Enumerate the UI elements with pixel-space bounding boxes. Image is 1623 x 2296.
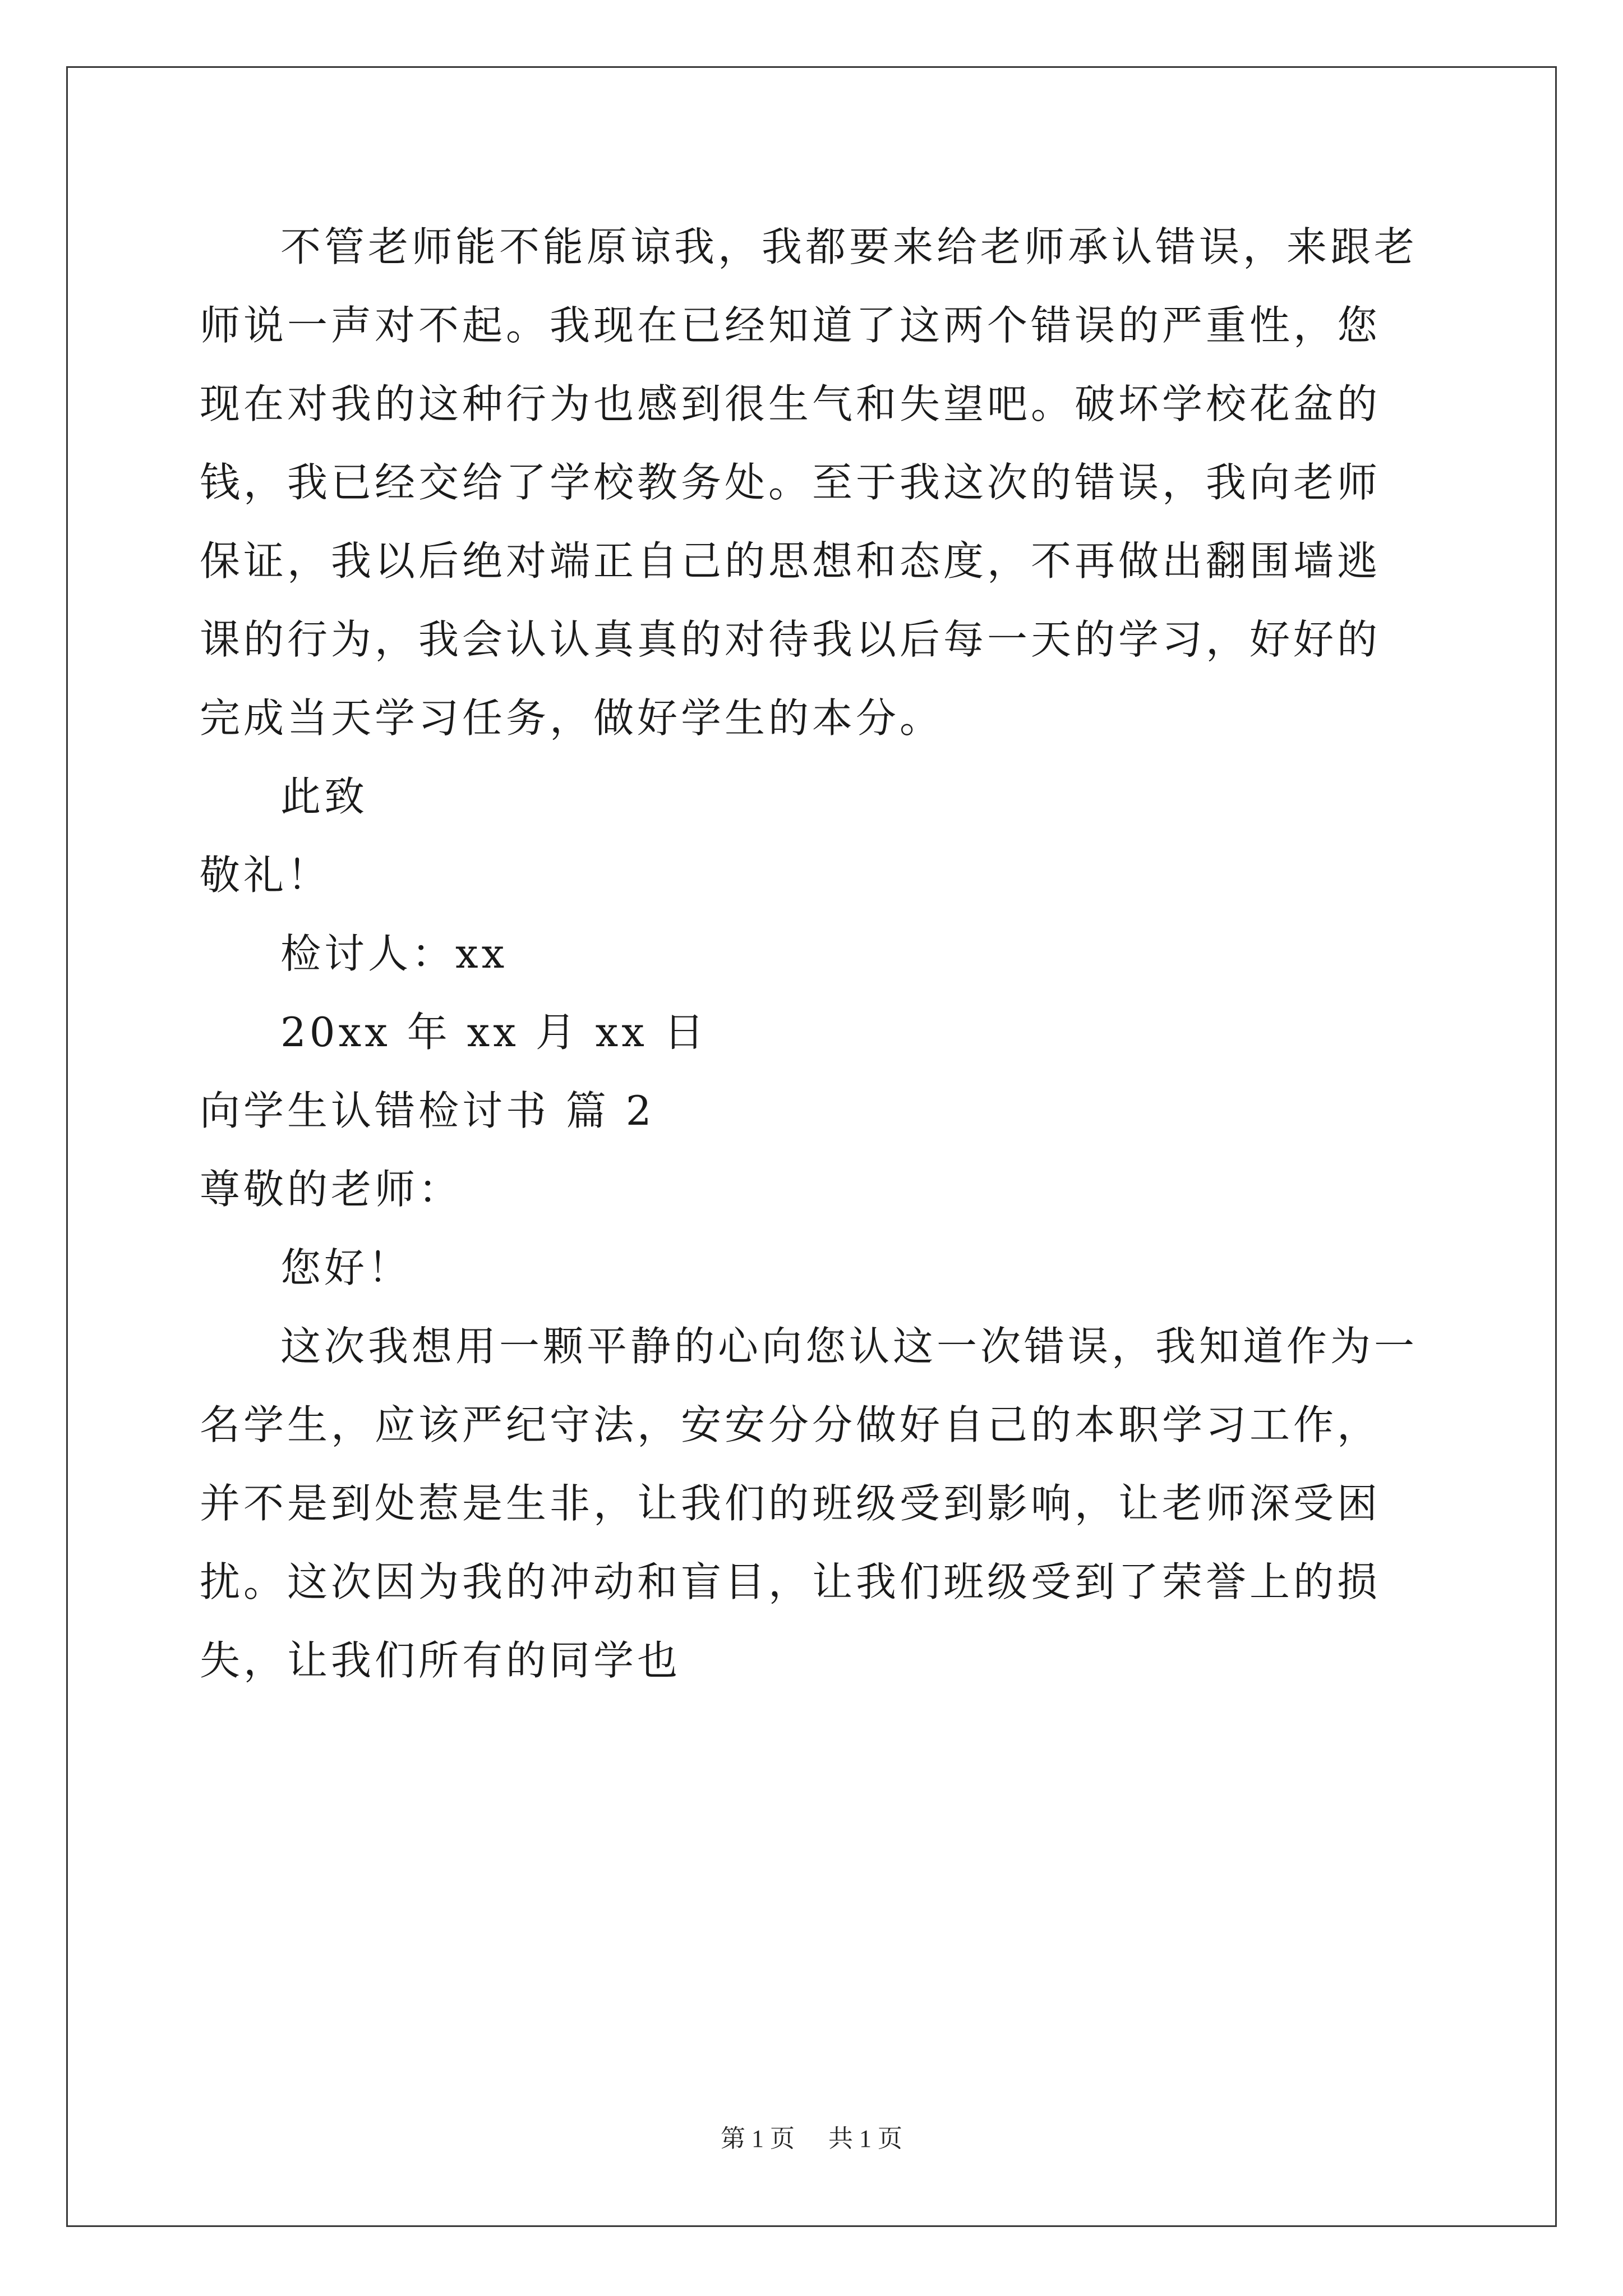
closing-line-1: 此致 xyxy=(280,773,368,820)
salutation: 尊敬的老师： xyxy=(200,1166,463,1213)
body-paragraph-2: 这次我想用一颗平静的心向您认这一次错误，我知道作为一名学生，应该严纪守法，安安分分做好自己的本职学习工作，并不是到处惹是生非，让我们的班级受到影响，让老师深受困扰。这次因为我的冲动和盲目，让我们班级受到了荣誉上的损失，让我们所有的同学也 xyxy=(200,1323,1418,1684)
date-line: 20xx 年 xx 月 xx 日 xyxy=(280,1009,708,1056)
body-paragraph-1: 不管老师能不能原谅我，我都要来给老师承认错误，来跟老师说一声对不起。我现在已经知道了这两个错误的严重性，您现在对我的这种行为也感到很生气和失望吧。破坏学校花盆的钱，我已经交给了学校教务处。至于我这次的错误，我向老师保证，我以后绝对端正自己的思想和态度，不再做出翻围墙逃课的行为，我会认认真真的对待我以后每一天的学习，好好的完成当天学习任务，做好学生的本分。 xyxy=(200,223,1418,742)
page-total: 共 1 页 xyxy=(828,2125,902,2152)
page-footer xyxy=(0,2118,1623,2154)
page-number: 第 1 页 xyxy=(721,2125,795,2152)
section-title: 向学生认错检讨书 篇 2 xyxy=(200,1087,655,1134)
document-body xyxy=(200,208,1422,1700)
greeting: 您好！ xyxy=(280,1244,412,1291)
closing-line-2: 敬礼！ xyxy=(200,852,331,899)
signer-line: 检讨人：xx xyxy=(280,930,508,977)
